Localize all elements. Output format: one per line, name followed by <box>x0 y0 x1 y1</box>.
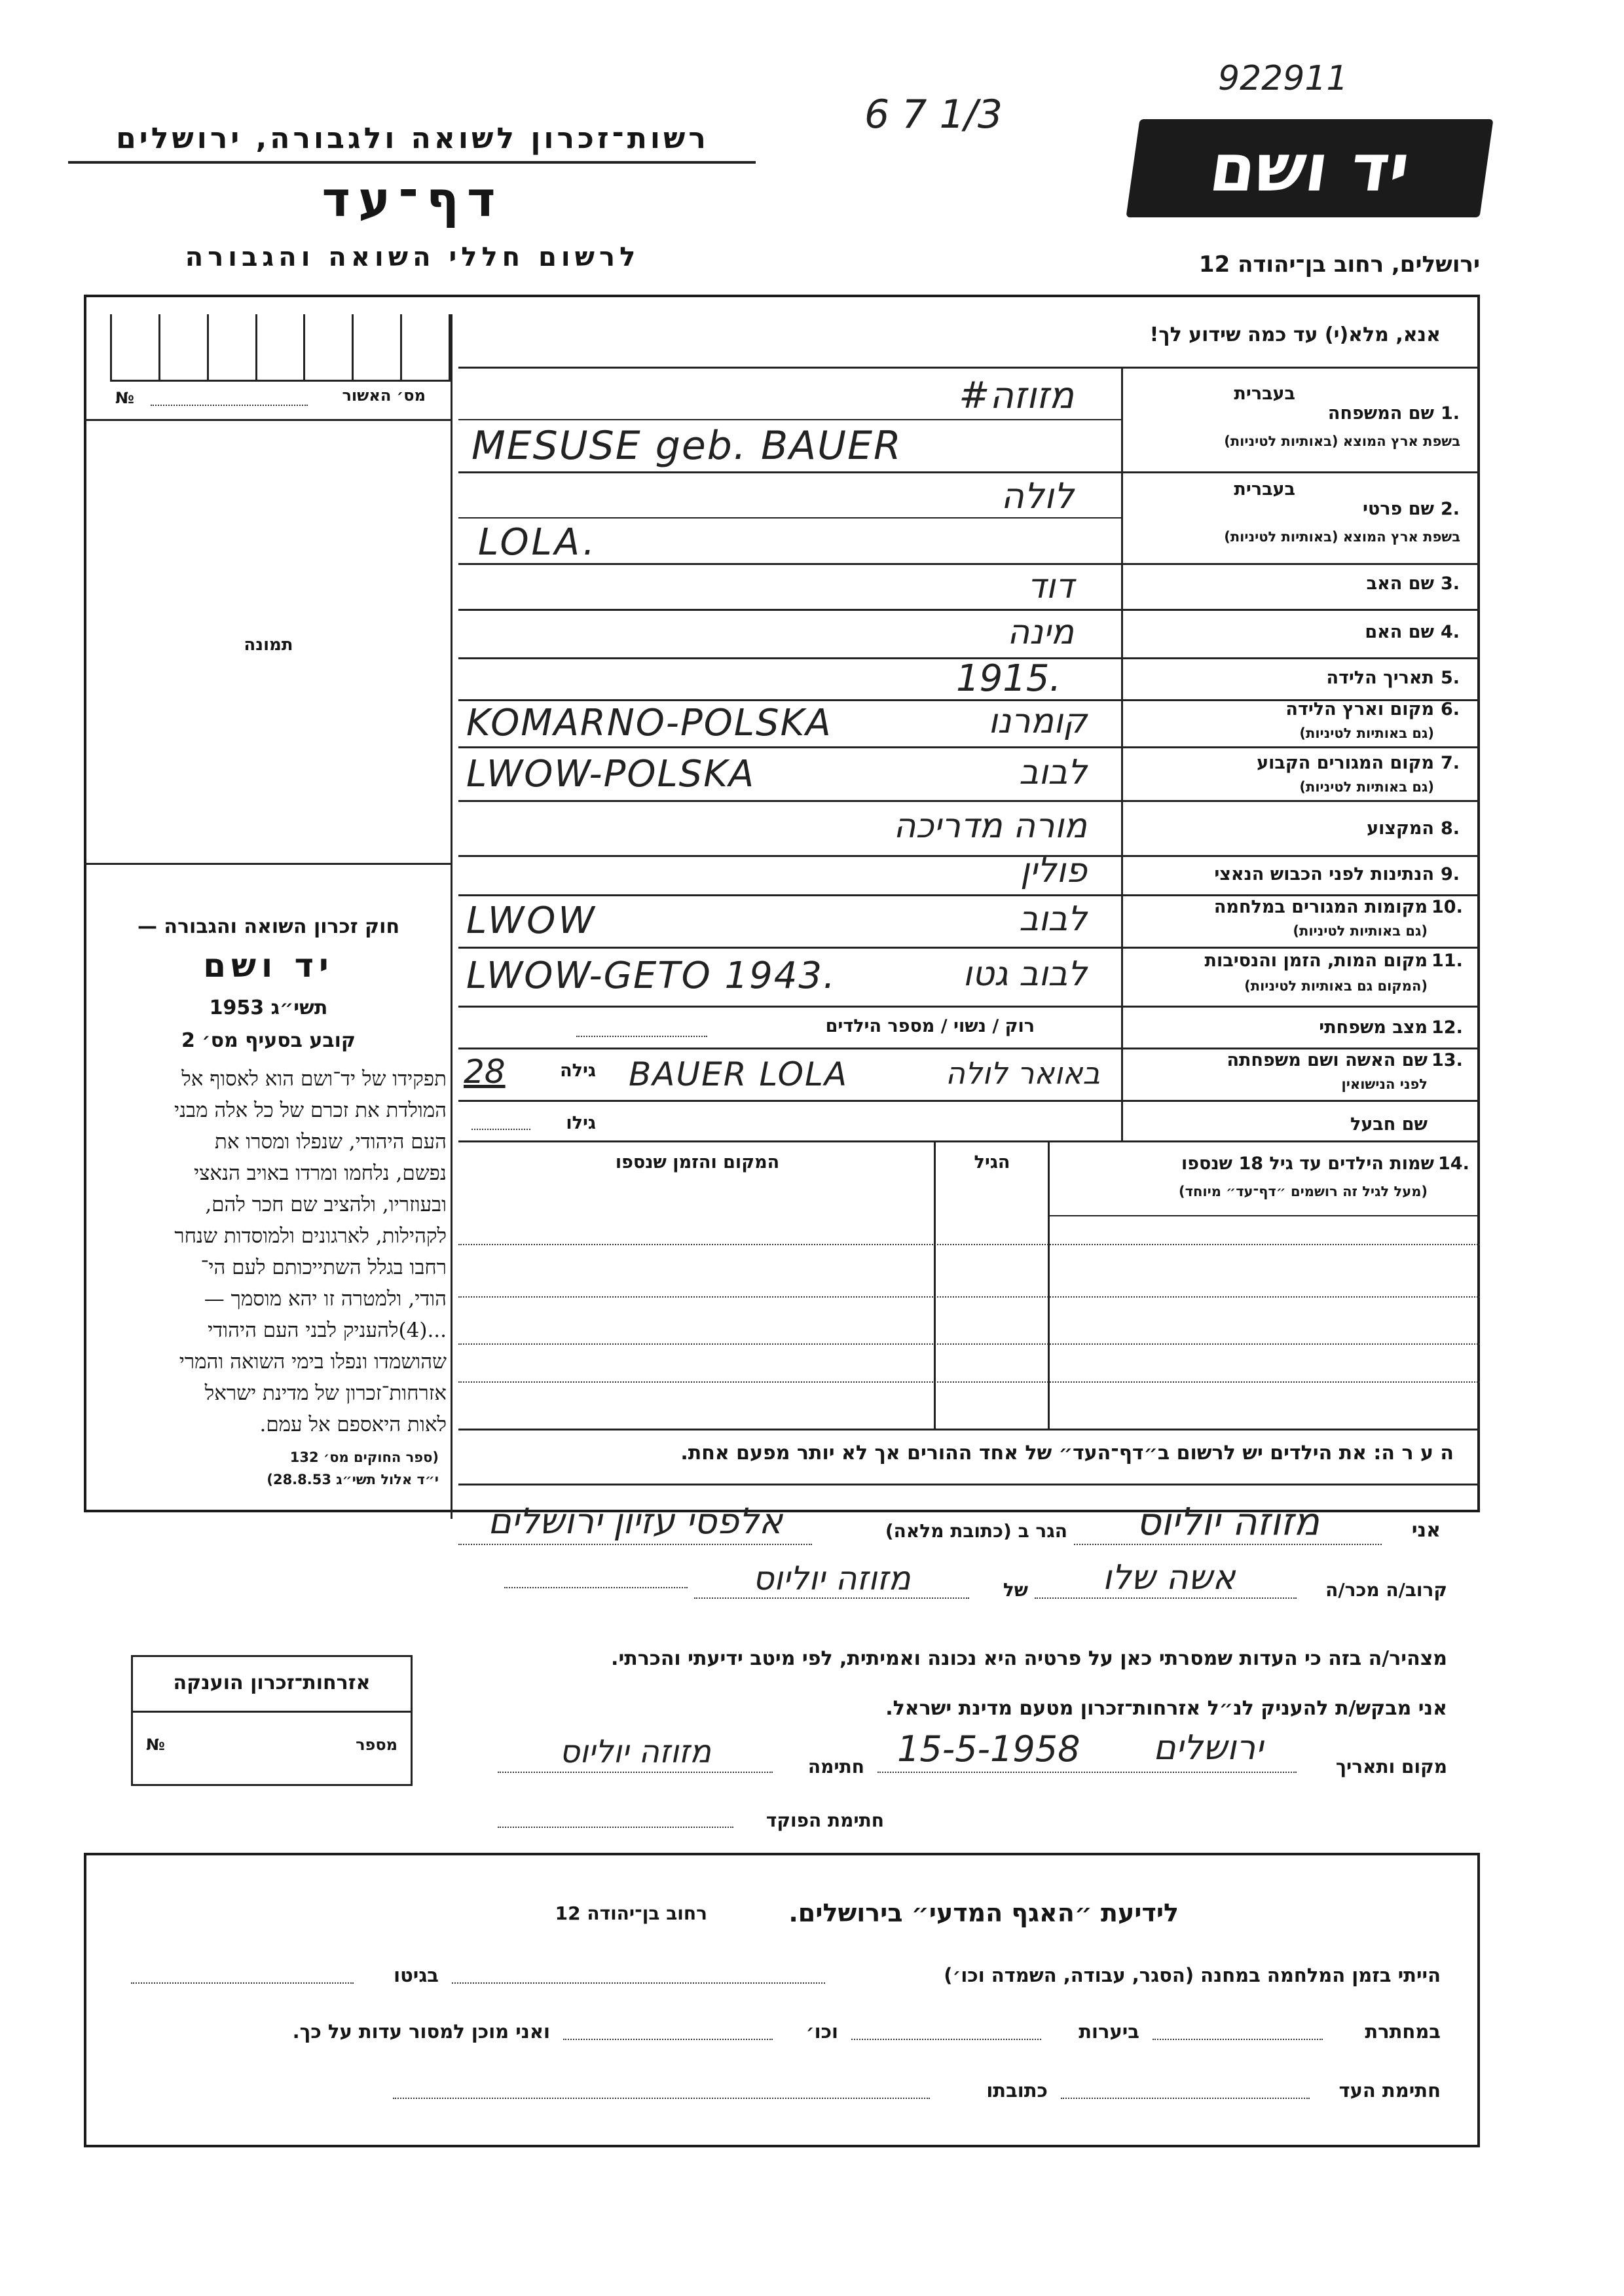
row-rule <box>458 1100 1480 1102</box>
field-number: 14. <box>1438 1154 1469 1174</box>
firstname-label: שם פרטי <box>1363 499 1434 519</box>
office-code-boxes <box>110 314 451 382</box>
residence-sublabel: (גם באותיות לטיניות) <box>1299 779 1434 795</box>
field-number: 12. <box>1431 1017 1463 1038</box>
authority-name: רשות־זכרון לשואה ולגבורה, ירושלים <box>116 122 709 155</box>
bottom-ghetto-label: בגיטו <box>394 1964 439 1986</box>
photo-top-rule <box>84 419 451 421</box>
children-col-divider <box>1048 1140 1050 1429</box>
children-row <box>458 1381 1480 1383</box>
bottom-testimony-text: ואני מוכן למסור עדות על כך. <box>292 2020 550 2043</box>
marital-status-label: מצב משפחתי <box>1319 1017 1428 1038</box>
yad-vashem-logo: יד ושם <box>1126 119 1493 217</box>
field-number: 6. <box>1441 699 1460 720</box>
law-line: תפקידו של יד־ושם הוא לאסוף אל <box>181 1067 447 1091</box>
field-number: 10. <box>1431 897 1463 917</box>
relation-of-line <box>694 1597 969 1599</box>
bottom-etc-line <box>563 2039 773 2040</box>
instruction-rule <box>458 367 1480 369</box>
relation-label: קרוב/ה מכר/ה <box>1325 1579 1447 1601</box>
row-rule <box>458 609 1480 611</box>
form-subtitle: לרשום חללי השואה והגבורה <box>185 242 640 272</box>
declaration-text: מצהיר/ה בזה כי העדות שמסרתי כאן על פרטיה היא נכונה ואמיתית, לפי מיטב ידיעתי והכרתי. <box>611 1647 1447 1670</box>
law-footnote-1: (ספר החוקים מס׳ 132 <box>289 1449 439 1465</box>
husband-age-line <box>471 1129 530 1130</box>
request-text: אני מבקש/ת להעניק לנ״ל אזרחות־זכרון מטעם מדינת ישראל. <box>885 1697 1447 1720</box>
bottom-etc-label: וכו׳ <box>805 2020 838 2043</box>
row-rule <box>458 471 1480 473</box>
row-rule <box>458 419 1121 420</box>
law-line: רחבו בגלל השתייכותם לעם הי־ <box>200 1256 447 1279</box>
citizenship-label: הנתינות לפני הכבוש הנאצי <box>1214 864 1434 884</box>
children-row <box>458 1296 1480 1298</box>
field-number: 5. <box>1441 668 1460 688</box>
field-number: 11. <box>1431 951 1463 971</box>
bottom-witness-signature-label: חתימת העד <box>1338 2079 1441 2102</box>
law-clause: קובע בסעיף מס׳ 2 <box>181 1029 356 1052</box>
row-rule <box>458 947 1480 949</box>
date-value: 15-5-1958 <box>897 1728 1080 1770</box>
field-number: 8. <box>1441 818 1460 839</box>
bottom-camp-line <box>452 1982 825 1984</box>
children-row <box>458 1244 1480 1245</box>
note-bottom-rule <box>458 1484 1480 1485</box>
mother-name-value: מינה <box>1007 613 1074 652</box>
war-residence-label: מקומות המגורים במלחמה <box>1213 897 1428 917</box>
children-age-column: הגיל <box>974 1152 1010 1173</box>
photo-label: תמונה <box>244 635 293 655</box>
institution-address: ירושלים, רחוב בן־יהודה 12 <box>1198 251 1480 278</box>
place-value: ירושלים <box>1153 1728 1263 1768</box>
law-line: המולדת את זכרם של כל אלה מבני <box>174 1099 447 1122</box>
law-footnote-2: י״ד אלול תשי״ג 28.8.53) <box>267 1472 439 1487</box>
field-number: 3. <box>1441 574 1460 594</box>
death-place-hebrew-value: לבוב גטו <box>963 955 1087 994</box>
handwritten-reference: 6 7 1/3 <box>864 92 1003 137</box>
birth-place-sublabel: (גם באותיות לטיניות) <box>1299 725 1434 741</box>
witness-name-value: מזוזה יוליוס <box>1136 1499 1320 1544</box>
husband-age-label: גילו <box>566 1113 596 1133</box>
surname-latin-value: MESUSE geb. BAUER <box>471 423 902 469</box>
bottom-line-camp: הייתי בזמן המלחמה במחנה (הסגר, עבודה, השמדה וכו׳) <box>944 1964 1441 1986</box>
firstname-latin-value: LOLA. <box>478 521 597 564</box>
marital-options: רוק / נשוי / מספר הילדים <box>825 1016 1035 1036</box>
children-row <box>458 1343 1480 1345</box>
instruction-text: אנא, מלא(י) עד כמה שידוע לך! <box>1149 323 1441 346</box>
witness-name-line <box>1074 1544 1382 1545</box>
bottom-address-label: כתובתו <box>986 2079 1048 2102</box>
law-line: ...(4)להעניק לבני העם היהודי <box>208 1319 447 1342</box>
law-line: שהושמדו ונפלו בימי השואה והמרי <box>179 1350 447 1374</box>
birth-date-value: 1915. <box>956 657 1061 700</box>
law-logo: יד ושם <box>203 947 334 985</box>
law-line: לאות היאספם אל עמם. <box>259 1413 447 1436</box>
field-number: 9. <box>1441 864 1460 884</box>
bottom-underground-line <box>1153 2039 1323 2040</box>
relation-value: אשה שלו <box>1102 1558 1236 1597</box>
father-name-value: דוד <box>1027 567 1074 606</box>
witness-address-line <box>458 1544 812 1545</box>
approval-number-line <box>151 405 308 406</box>
place-date-label: מקום ותאריך <box>1335 1756 1447 1777</box>
surname-label: שם המשפחה <box>1327 403 1434 424</box>
row-rule <box>458 746 1480 748</box>
residence-hebrew-value: לבוב <box>1019 753 1087 792</box>
photo-bottom-rule <box>84 863 451 865</box>
witness-address-line-2 <box>504 1587 688 1588</box>
mother-name-label: שם האם <box>1365 622 1434 642</box>
firstname-hebrew-value: לולה <box>1001 475 1074 517</box>
field-number: 1. <box>1441 403 1460 424</box>
birth-place-latin-value: KOMARNO-POLSKA <box>466 702 832 744</box>
law-line: לקהילות, לארגונים ולמוסדות שנחר <box>174 1224 447 1248</box>
row-rule <box>458 1048 1480 1049</box>
wife-name-label: שם האשה ושם משפחתה <box>1227 1050 1428 1070</box>
citizenship-box <box>131 1655 413 1786</box>
row-rule <box>458 800 1480 802</box>
relation-line <box>1035 1597 1297 1599</box>
law-title: חוק זכרון השואה והגבורה — <box>137 915 400 938</box>
residence-latin-value: LWOW-POLSKA <box>466 753 756 795</box>
children-sublabel: (מעל לגיל זה רושמים ״דף־עד״ מיוחד) <box>1179 1184 1428 1199</box>
war-residence-latin-value: LWOW <box>466 900 597 942</box>
law-line: הודי, ולמטרה זו יהא מוסמך — <box>204 1287 447 1311</box>
children-header-rule <box>1048 1215 1480 1216</box>
handwritten-number: 922911 <box>1218 59 1348 98</box>
bottom-ghetto-line <box>131 1982 354 1984</box>
law-year: תשי״ג 1953 <box>209 996 328 1019</box>
children-note: ה ע ר ה: את הילדים יש לרשום ב״דף־העד״ של אחד ההורים אך לא יותר מפעם אחת. <box>680 1442 1454 1465</box>
field-number: 2. <box>1441 499 1460 519</box>
firstname-sublabel: בשפת ארץ המוצא (באותיות לטיניות) <box>1224 529 1460 545</box>
officer-signature-line <box>498 1827 733 1828</box>
law-body <box>90 1063 447 1440</box>
signature-value: מזוזה יוליוס <box>559 1734 711 1770</box>
header-underline <box>68 161 756 164</box>
children-label: שמות הילדים עד גיל 18 שנספו <box>1181 1154 1434 1174</box>
citizenship-box-number-label: מספר <box>356 1736 397 1754</box>
relation-of-value: מזוזה יוליוס <box>752 1559 911 1597</box>
children-count-line <box>576 1036 707 1037</box>
father-name-label: שם האב <box>1366 574 1434 594</box>
note-top-rule <box>458 1429 1480 1430</box>
witness-address-label: הגר ב (כתובת מלאה) <box>885 1520 1067 1542</box>
law-line: ובעוזריו, ולהציב שם חכר להם, <box>205 1193 447 1216</box>
form-title: דף־עד <box>322 172 504 228</box>
approval-number-label: מס׳ האשור <box>342 386 426 405</box>
relation-of-label: של <box>1003 1579 1028 1601</box>
wife-name-hebrew-value: באואר לולה <box>945 1055 1100 1091</box>
row-rule <box>458 894 1480 896</box>
law-line: נפשם, נלחמו ומרדו באויב הנאצי <box>194 1161 447 1185</box>
wife-age-label: גילה <box>560 1061 596 1081</box>
witness-address-value: אלפסי עזיון ירושלים <box>487 1501 783 1542</box>
signature-line <box>498 1772 773 1773</box>
citizenship-box-title: אזרחות־זכרון הוענקה <box>173 1671 371 1694</box>
photo-column-divider <box>451 314 452 1519</box>
field-number: 13. <box>1431 1050 1463 1070</box>
citizenship-box-number-sign: № <box>146 1736 165 1754</box>
occupation-value: מורה מדריכה <box>893 807 1087 846</box>
bottom-address-line <box>393 2098 930 2099</box>
residence-label: מקום המגורים הקבוע <box>1257 753 1434 773</box>
death-place-sublabel: (המקום גם באותיות לטיניות) <box>1244 978 1428 994</box>
occupation-label: המקצוע <box>1367 818 1434 839</box>
row-rule <box>458 1006 1480 1008</box>
bottom-underground-label: במחתרת <box>1365 2020 1441 2043</box>
birth-place-hebrew-value: קומרנו <box>988 702 1087 741</box>
surname-hebrew-value: מזוזה# <box>959 374 1074 417</box>
label-column-divider <box>1121 367 1123 1140</box>
field-number: 7. <box>1441 753 1460 773</box>
officer-signature-label: חתימת הפוקד <box>766 1810 884 1831</box>
law-line: אזרחות־זכרון של מדינת ישראל <box>204 1381 447 1405</box>
bottom-address: רחוב בן־יהודה 12 <box>555 1903 707 1924</box>
children-col-divider <box>934 1140 936 1429</box>
bottom-forests-line <box>851 2039 1041 2040</box>
bottom-forests-label: ביערות <box>1079 2020 1139 2043</box>
row-rule <box>458 517 1121 519</box>
war-residence-hebrew-value: לבוב <box>1019 900 1087 939</box>
wife-name-sublabel: לפני הנישואין <box>1341 1076 1428 1092</box>
bottom-frame <box>84 1853 1480 2147</box>
place-date-line <box>877 1772 1297 1773</box>
war-residence-sublabel: (גם באותיות לטיניות) <box>1293 923 1428 939</box>
birth-date-label: תאריך הלידה <box>1326 668 1434 688</box>
wife-age-value: 28 <box>464 1053 506 1091</box>
in-hebrew-label: בעברית <box>1234 479 1295 500</box>
death-place-label: מקום המות, הזמן והנסיבות <box>1204 951 1428 971</box>
witness-ani-label: אני <box>1411 1519 1441 1542</box>
citizenship-value: פולין <box>1020 851 1087 890</box>
wife-name-latin-value: BAUER LOLA <box>629 1055 849 1093</box>
birth-place-label: מקום וארץ הלידה <box>1285 699 1434 720</box>
bottom-title: לידיעת ״האגף המדעי״ בירושלים. <box>788 1899 1179 1927</box>
field-number: 4. <box>1441 622 1460 642</box>
death-place-latin-value: LWOW-GETO 1943. <box>466 955 836 997</box>
law-line: העם היהודי, שנפלו ומסרו את <box>214 1130 447 1154</box>
surname-sublabel: בשפת ארץ המוצא (באותיות לטיניות) <box>1224 433 1460 449</box>
approval-number-sign: № <box>115 389 134 407</box>
children-place-column: המקום והזמן שנספו <box>615 1152 780 1173</box>
bottom-witness-signature-line <box>1061 2098 1310 2099</box>
row-rule <box>458 1140 1480 1142</box>
husband-name-label: שם חבעל <box>1350 1114 1428 1135</box>
in-hebrew-label: בעברית <box>1234 384 1295 404</box>
row-rule <box>458 563 1480 565</box>
signature-label: חתימה <box>807 1756 864 1777</box>
